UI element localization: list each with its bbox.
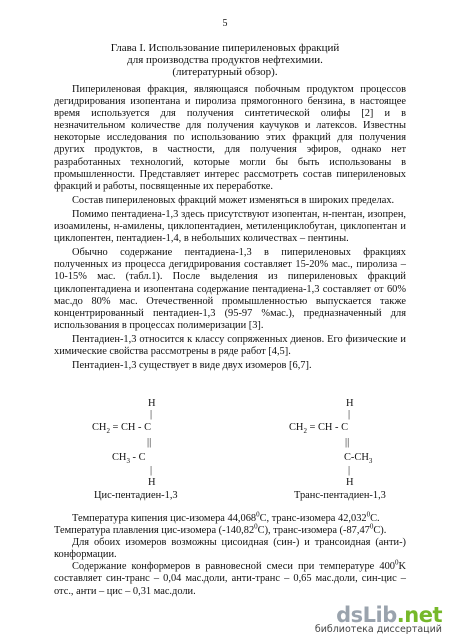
trans-bond-top: |: [348, 409, 351, 420]
trans-double-bond: ||: [345, 437, 350, 448]
conformations-text: Для обоих изомеров возможны цисоидная (син-) и трансоидная (анти-) конформации.: [54, 537, 406, 561]
dslib-subtitle: библиотека диссертаций: [314, 624, 442, 635]
paragraph-composition: Состав пипериленовых фракций может изменяться в широких пределах.: [72, 194, 395, 206]
intro-text: [54, 84, 406, 372]
properties-text: [54, 510, 406, 598]
cis-main-chain: $CH_2$ = CH - C: [92, 422, 152, 436]
trans-bond-bottom: |: [348, 465, 351, 476]
page-number: 5: [222, 18, 228, 29]
cis-caption: Цис-пентадиен-1,3: [94, 490, 178, 501]
paragraph-content: Обычно содержание пентадиена-1,3 в пипериленовых фракциях полученных из процесса дегидрирования составляет 15-20% мас., пиролиза – 10-15% мас. (табл.1). После выделения из пипериленовых фракций циклопентадиена и изопентана содержание пентадиена-1,3 составляет от 60% мас.до 80% мас. Отечественной промышленностью выпускается также концентрированный пентадиен-1,3 (95-97 %мас.), предназначенный для использования в процессах полимеризации [3].: [54, 247, 406, 331]
trans-lower: $C-CH_3$: [344, 452, 373, 466]
trans-h-bottom: H: [346, 477, 354, 488]
cis-lower: $CH_3$ - C: [112, 452, 146, 466]
cis-double-bond: ||: [147, 437, 152, 448]
melting-point-text: Температура плавления цис-изомера (-140,82$^0$C), транс-изомера (-87,47$^0$C).: [54, 522, 387, 537]
dslib-watermark: [315, 603, 442, 635]
chapter-title-line-1: Глава I. Использование пипериленовых фракций: [110, 42, 340, 54]
cis-h-top: H: [148, 398, 156, 409]
paragraph-intro: Пипериленовая фракция, являющаяся побочным продуктом процессов дегидрирования изопентана и пиролиза прямогонного бензина, в настоящее время используется для получения синтетической олифы [2] и в незначительном количестве для получения каучуков и латексов. Известны некоторые исследования по использованию этих фракций для получения других продуктов, в частности, для получения эфиров, однако нет разработанных технологий, которые могли бы быть использованы в промышленности. Представляет интерес рассмотреть состав пипериленовых фракций и работы, посвященные их переработке.: [54, 84, 406, 192]
paragraph-class: Пентадиен-1,3 относится к классу сопряженных диенов. Его физические и химические свойства рассмотрены в ряде работ [4,5].: [54, 333, 406, 357]
cis-bond-top: |: [150, 409, 153, 420]
trans-main-chain: $CH_2$ = CH - C: [289, 422, 349, 436]
paragraph-isomers: Пентадиен-1,3 существует в виде двух изомеров [6,7].: [72, 360, 312, 372]
cis-h-bottom: H: [148, 477, 156, 488]
chapter-title-line-3: (литературный обзор).: [172, 66, 278, 78]
boiling-point-text: Температура кипения цис-изомера 44,068$^0$C, транс-изомера 42,032$^0$C.: [72, 510, 380, 524]
chapter-title-line-2: для производства продуктов нефтехимии.: [127, 54, 323, 66]
cis-bond-bottom: |: [150, 465, 153, 476]
trans-h-top: H: [346, 398, 354, 409]
chapter-title: [40, 42, 410, 78]
dslib-logo: dsLib.net: [336, 603, 442, 627]
conformer-content-text: Содержание конформеров в равновесной смеси при температуре $400^0K$ составляет син-транс – 0,04 мас.доли, анти-транс – 0,65 мас.доли, син-цис – отс., анти – цис – 0,31 мас.доли.: [54, 558, 406, 597]
paragraph-components: Помимо пентадиена-1,3 здесь присутствуют изопентан, н-пентан, изопрен, изоамилены, н-амилены, циклопентадиен, метиленциклобутан, циклопентан и циклопентен, пентадиен-1,4, в небольших количествах – пентины.: [54, 208, 406, 245]
trans-caption: Транс-пентадиен-1,3: [294, 490, 386, 501]
